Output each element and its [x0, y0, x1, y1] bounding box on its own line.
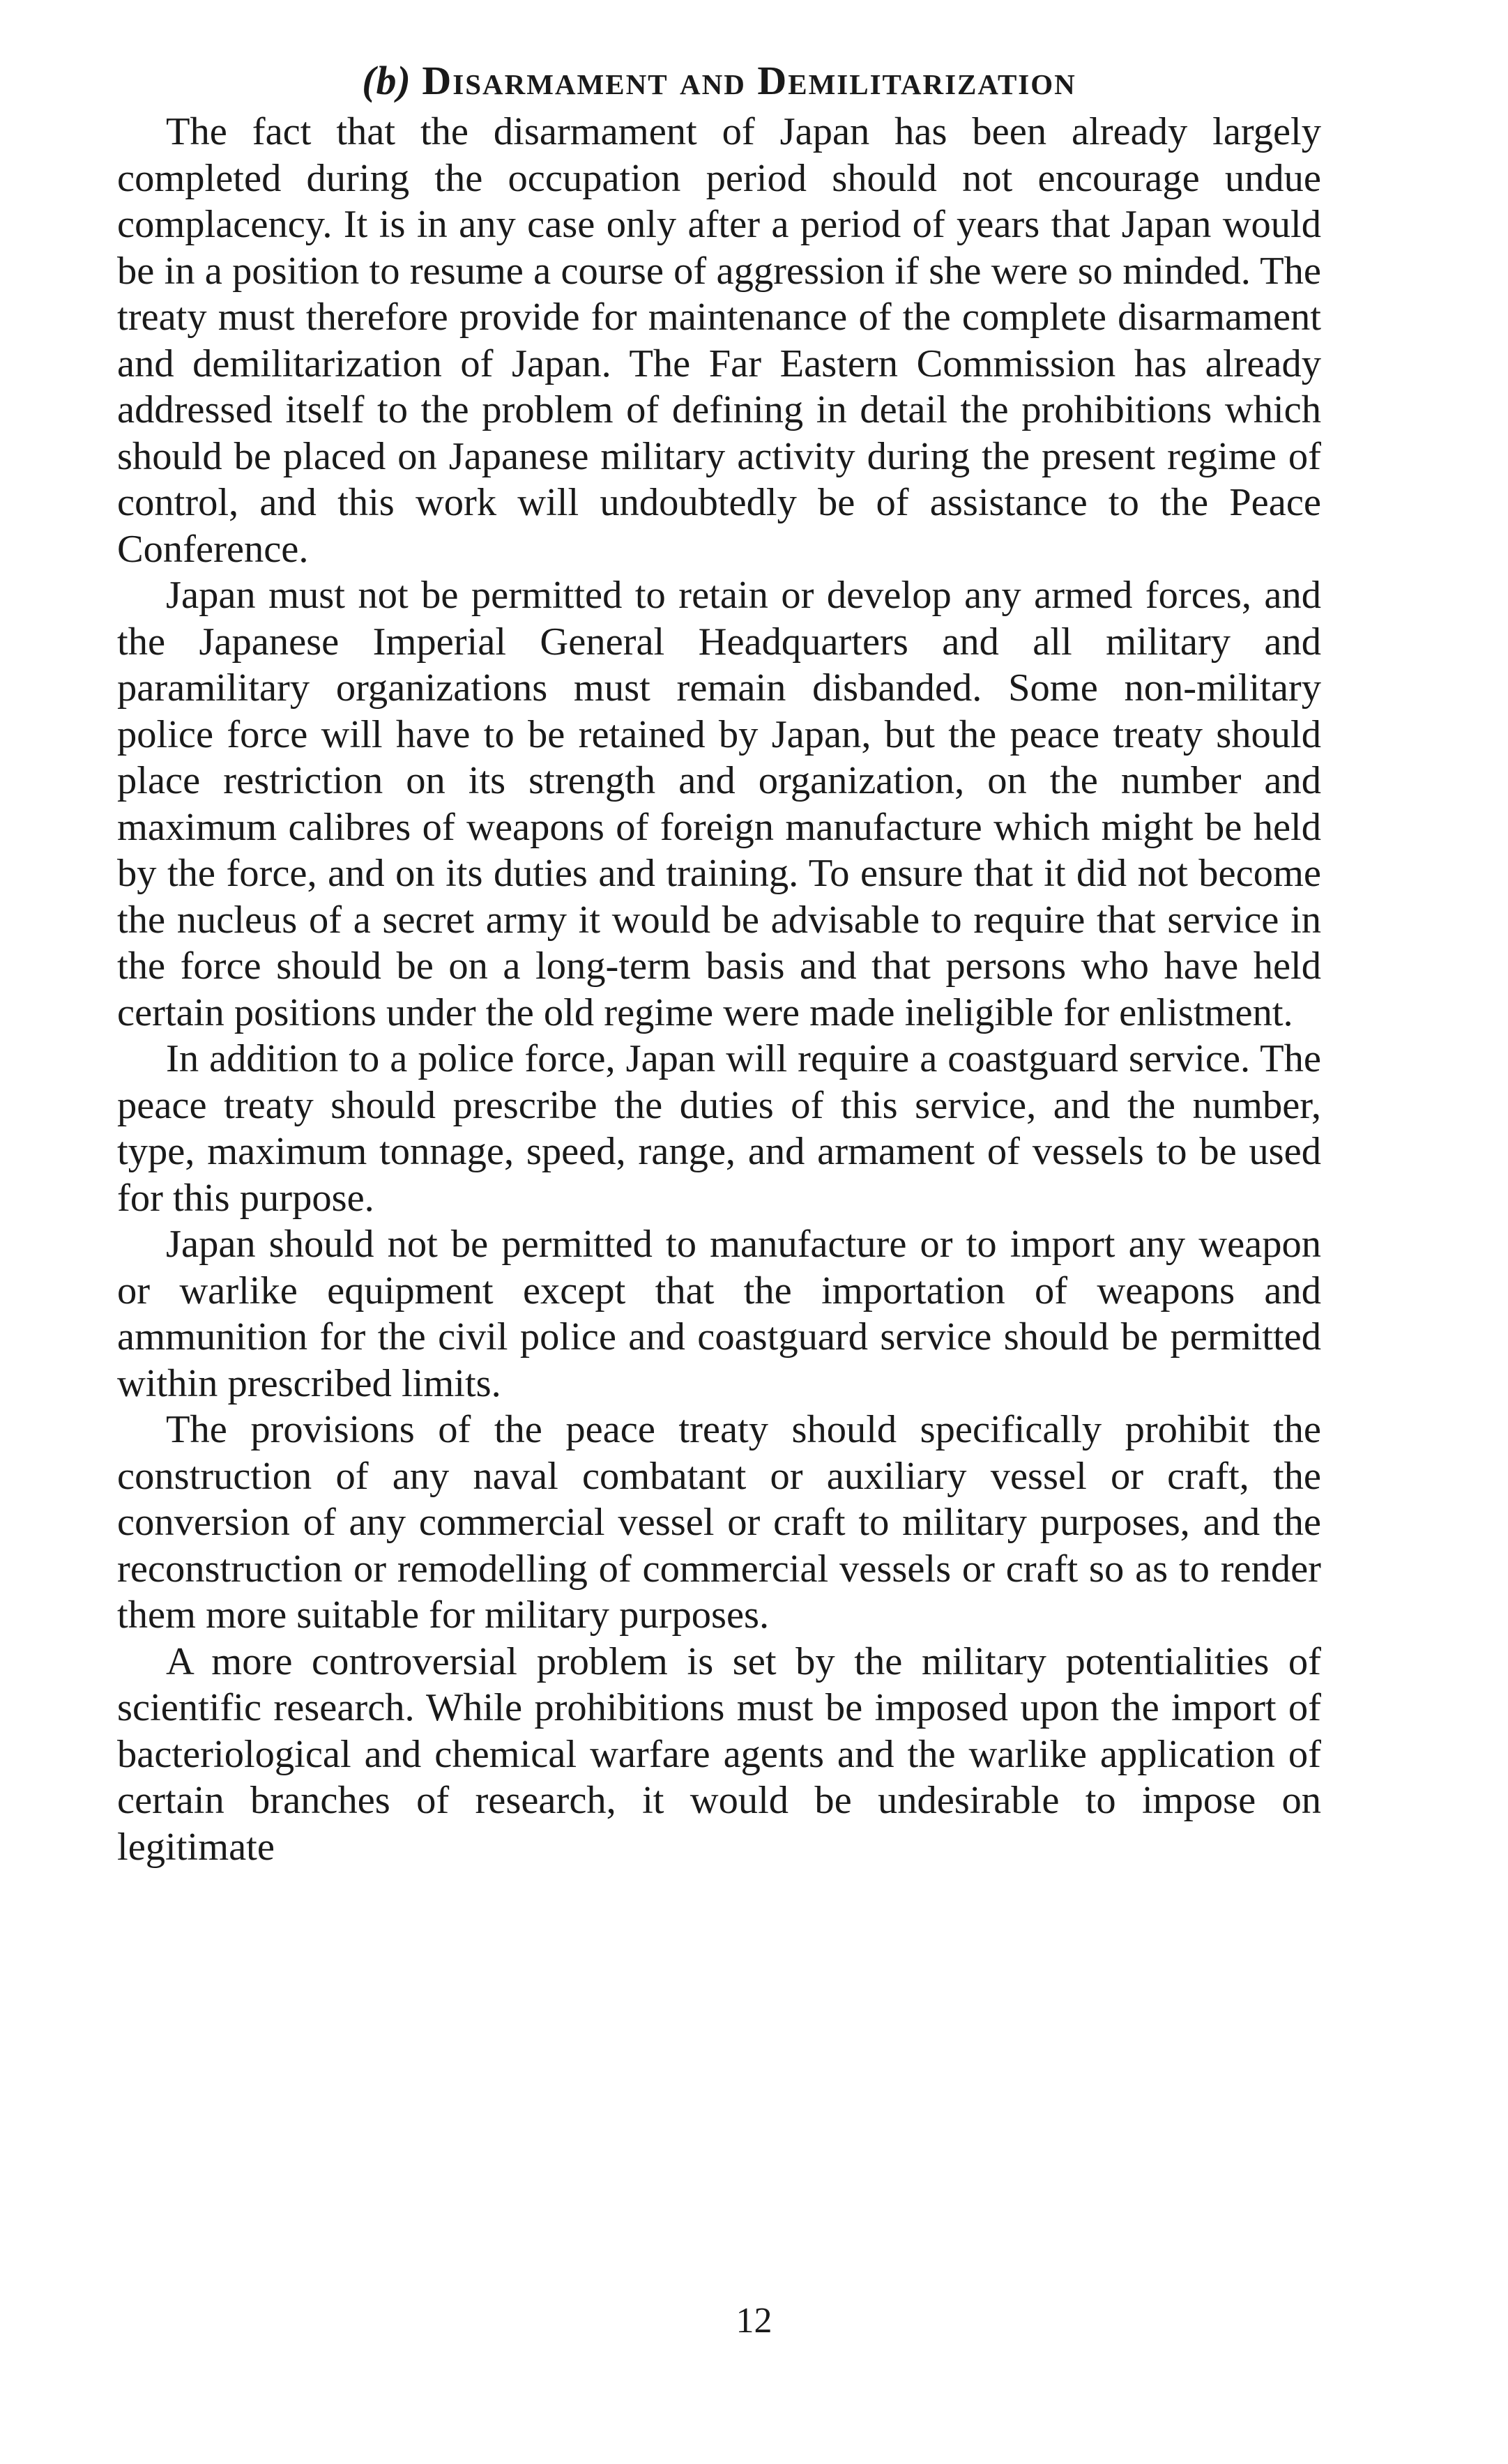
- section-title: Disarmament and Demilitarization: [422, 58, 1076, 103]
- paragraph: In addition to a police force, Japan will require a coastguard service. The peace treaty should prescribe the duties of this service, and the number, type, maximum tonnage, speed, range, and armament of vessels to be used for this purpose.: [117, 1037, 1321, 1220]
- paragraph: Japan should not be permitted to manufacture or to import any weapon or warlike equipment except that the importation of weapons and ammunition for the civil police and coastguard service should be permitted within prescribed limits.: [117, 1223, 1321, 1405]
- section-label: (b): [362, 58, 411, 103]
- section-heading: [117, 56, 1321, 106]
- paragraph: The provisions of the peace treaty should specifically prohibit the construction of any naval combatant or auxiliary vessel or craft, the conversion of any commercial vessel or craft to military purposes, and the reconstruction or remodelling of commercial vessels or craft so as to render them more suitable for military purposes.: [117, 1408, 1321, 1637]
- paragraph: The fact that the disarmament of Japan has been already largely completed during the occupation period should not encourage undue complacency. It is in any case only after a period of years that Japan would be in a position to resume a course of aggression if she were so minded. The treaty must therefore provide for maintenance of the complete disarmament and demilitarization of Japan. The Far Eastern Commission has already addressed itself to the problem of defining in detail the prohibitions which should be placed on Japanese military activity during the present regime of control, and this work will undoubtedly be of assistance to the Peace Conference.: [117, 110, 1321, 571]
- paragraph: Japan must not be permitted to retain or develop any armed forces, and the Japanese Imperial General Headquarters and all military and paramilitary organizations must remain disbanded. Some non-military police force will have to be retained by Japan, but the peace treaty should place restriction on its strength and organization, on the number and maximum calibres of weapons of foreign manufacture which might be held by the force, and on its duties and training. To ensure that it did not become the nucleus of a secret army it would be advisable to require that service in the force should be on a long-term basis and that persons who have held certain positions under the old regime were made ineligible for enlistment.: [117, 574, 1321, 1034]
- page-body: [117, 56, 1321, 1870]
- page-number: 12: [736, 2301, 772, 2341]
- paragraph: A more controversial problem is set by the military potentialities of scientific research. While prohibitions must be imposed upon the import of bacteriological and chemical warfare agents and the warlike application of certain branches of research, it would be undesirable to impose on legitimate: [117, 1639, 1321, 1869]
